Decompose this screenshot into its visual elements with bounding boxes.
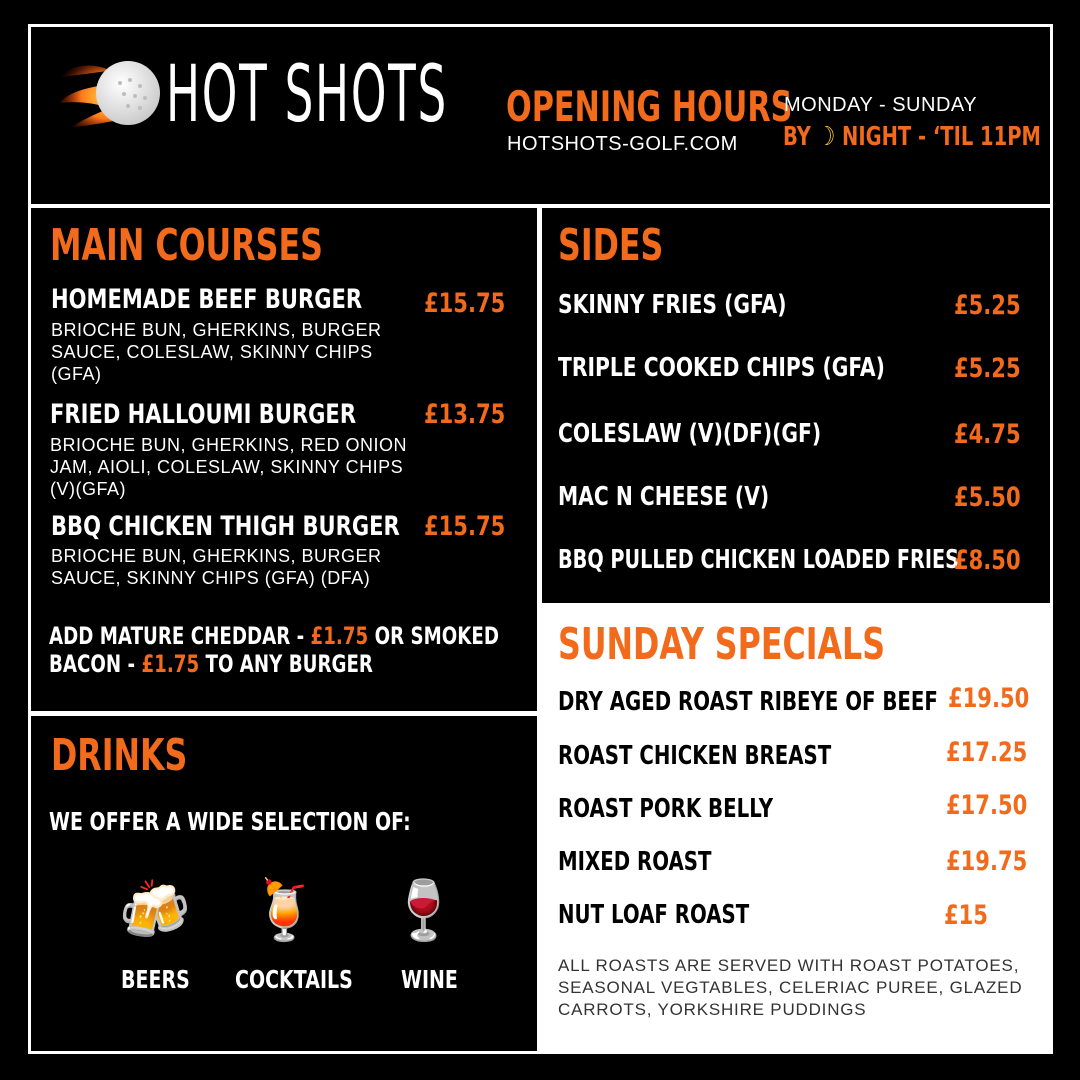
addon-price: £1.75 <box>310 622 369 650</box>
item-name: MAC N CHEESE (V) <box>558 482 770 512</box>
sunday-specials-title: SUNDAY SPECIALS <box>558 619 886 670</box>
item-name: BBQ CHICKEN THIGH BURGER <box>51 511 400 542</box>
drink-beers <box>105 876 205 946</box>
item-price: £4.75 <box>954 419 1021 450</box>
drinks-title: DRINKS <box>51 730 188 781</box>
item-desc-line: (GFA) <box>51 364 102 384</box>
item-name: TRIPLE COOKED CHIPS (GFA) <box>558 353 885 383</box>
item-name: SKINNY FRIES (GFA) <box>558 290 787 320</box>
wine-glass-icon: 🍷 <box>387 878 461 943</box>
cocktail-icon: 🍹 <box>248 878 322 943</box>
item-desc-line: SAUCE, COLESLAW, SKINNY CHIPS <box>51 342 373 362</box>
opening-hours-title: OPENING HOURS <box>506 82 793 131</box>
drink-label: BEERS <box>121 965 190 994</box>
item-name: DRY AGED ROAST RIBEYE OF BEEF <box>558 687 938 717</box>
item-price: £8.50 <box>954 545 1021 576</box>
hours-suffix: NIGHT - ‘TIL 11PM <box>842 122 1041 152</box>
drink-label: WINE <box>401 965 458 994</box>
item-price: £5.50 <box>954 482 1021 513</box>
addon-text: TO ANY BURGER <box>199 650 373 678</box>
main-courses-title: MAIN COURSES <box>50 220 323 271</box>
addon-price: £1.75 <box>141 650 200 678</box>
sides-title: SIDES <box>558 220 664 271</box>
burger-addon-note <box>49 622 641 678</box>
note-line: CARROTS, YORKSHIRE PUDDINGS <box>558 1000 867 1019</box>
roasts-note <box>558 955 1022 1021</box>
item-price: £13.75 <box>424 399 506 430</box>
item-name: HOMEMADE BEEF BURGER <box>51 284 363 315</box>
hours-prefix: BY <box>783 122 811 152</box>
addon-text: BACON - <box>49 650 142 678</box>
item-price: £17.50 <box>946 790 1028 821</box>
item-desc-line: SAUCE, SKINNY CHIPS (GFA) (DFA) <box>51 568 371 588</box>
moon-icon: ☽ <box>817 122 836 152</box>
drink-cocktails <box>235 876 335 946</box>
addon-text: OR SMOKED <box>368 622 500 650</box>
website-link[interactable]: HOTSHOTS-GOLF.COM <box>507 133 738 155</box>
item-price: £19.50 <box>948 683 1030 714</box>
flaming-golf-ball-icon <box>50 48 170 138</box>
brand-name: HOT SHOTS <box>166 50 448 140</box>
item-price: £5.25 <box>954 353 1021 384</box>
drinks-divider <box>28 711 540 716</box>
opening-hours-line <box>783 122 1041 152</box>
drinks-intro: WE OFFER A WIDE SELECTION OF: <box>49 807 411 836</box>
item-desc-line: BRIOCHE BUN, GHERKINS, BURGER <box>51 320 382 340</box>
item-desc-line: (V)(GFA) <box>50 479 126 499</box>
note-line: ALL ROASTS ARE SERVED WITH ROAST POTATOES, <box>558 956 1020 975</box>
item-price: £5.25 <box>954 290 1021 321</box>
drink-label: COCKTAILS <box>235 965 353 994</box>
item-price: £15 <box>944 900 988 931</box>
addon-text: ADD MATURE CHEDDAR - <box>49 622 311 650</box>
item-price: £17.25 <box>946 737 1028 768</box>
opening-days: MONDAY - SUNDAY <box>784 94 978 116</box>
item-name: ROAST CHICKEN BREAST <box>558 741 832 771</box>
item-desc-line: BRIOCHE BUN, GHERKINS, RED ONION <box>50 435 408 455</box>
item-name: NUT LOAF ROAST <box>558 900 750 930</box>
drink-wine <box>374 876 474 946</box>
item-price: £15.75 <box>424 288 506 319</box>
item-name: ROAST PORK BELLY <box>558 794 774 824</box>
item-name: COLESLAW (V)(DF)(GF) <box>558 419 822 449</box>
beer-mugs-icon: 🍻 <box>118 878 192 943</box>
item-name: MIXED ROAST <box>558 847 712 877</box>
item-name: FRIED HALLOUMI BURGER <box>50 399 357 430</box>
logo <box>50 48 448 140</box>
item-desc-line: JAM, AIOLI, COLESLAW, SKINNY CHIPS <box>50 457 404 477</box>
item-desc-line: BRIOCHE BUN, GHERKINS, BURGER <box>51 546 382 566</box>
item-price: £15.75 <box>424 511 506 542</box>
item-price: £19.75 <box>946 846 1028 877</box>
item-name: BBQ PULLED CHICKEN LOADED FRIES <box>558 545 959 575</box>
note-line: SEASONAL VEGTABLES, CELERIAC PUREE, GLAZED <box>558 978 1023 997</box>
